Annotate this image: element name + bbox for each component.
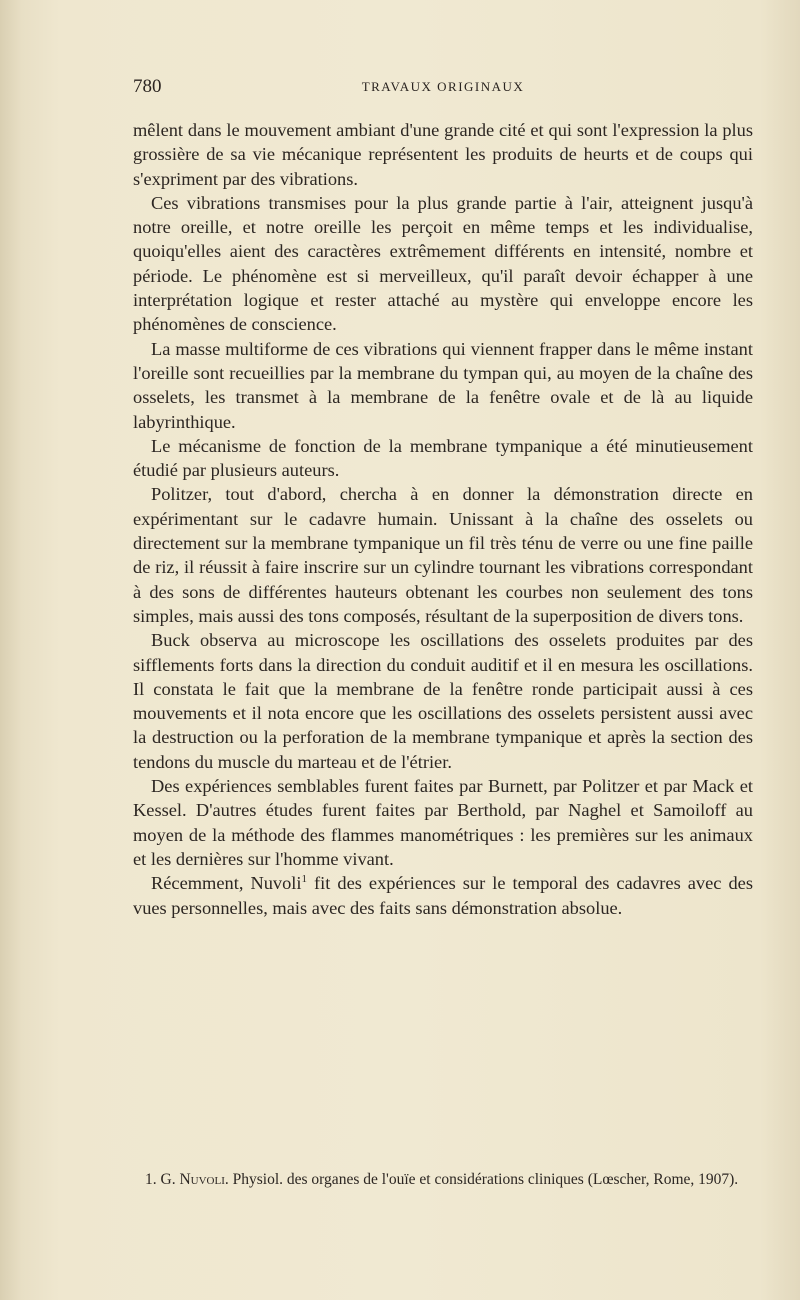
footnote-ref: 1 (301, 873, 308, 886)
paragraph (133, 871, 753, 920)
paragraph: Buck observa au microscope les oscillations des osselets produites par des sifflements forts dans la direction du conduit auditif et il en mesura les oscillations. Il constata le fait que la membrane de la fenêtre ronde participait aussi à ces mouvements et il nota encore que les oscillations des osselets persistent aussi avec la destruction ou la perforation de la membrane tympanique et après la section des tendons du muscle du marteau et de l'étrier. (133, 630, 753, 772)
page-number: 780 (133, 76, 162, 97)
page-header (133, 76, 753, 100)
paragraph: La masse multiforme de ces vibrations qui viennent frapper dans le même instant l'oreille sont recueillies par la membrane du tympan qui, au moyen de la chaîne des osselets, les transmet à la membrane de la fenêtre ovale et de là au liquide labyrinthique. (133, 338, 753, 432)
running-head: TRAVAUX ORIGINAUX (361, 79, 525, 94)
footnote-number: 1. G. (145, 1171, 180, 1188)
paragraph: mêlent dans le mouvement ambiant d'une grande cité et qui sont l'expression la plus grossière de sa vie mécanique représentent les produits de heurts et de coups qui s'expriment par des vibrations. (133, 120, 753, 189)
paragraph: Des expériences semblables furent faites par Burnett, par Politzer et par Mack et Kessel. D'autres études furent faites par Berthold, par Naghel et Samoiloff au moyen de la méthode des flammes manométriques : les premières sur les animaux et les dernières sur l'homme vivant. (133, 776, 753, 869)
paragraph-text: fit des expériences sur le temporal des cadavres avec des vues personnelles, mais avec des faits sans démonstration absolue. (133, 873, 753, 918)
footnote-author: Nuvoli (179, 1171, 225, 1188)
paragraph: Politzer, tout d'abord, chercha à en donner la démonstration directe en expérimentant sur le cadavre humain. Unissant à la chaîne des osselets ou directement sur la membrane tympanique un fil très ténu de verre ou une fine paille de riz, il réussit à faire inscrire sur un cylindre tournant les vibrations correspondant à des sons de différentes hauteurs obtenant les courbes non seulement des tons simples, mais aussi des tons composés, résultant de la superposition de divers tons. (133, 484, 753, 626)
paragraph-text: Récemment, Nuvoli (151, 873, 302, 894)
footnote-body: . Physiol. des organes de l'ouïe et considérations cliniques (Lœscher, Rome, 1907). (224, 1171, 739, 1188)
footnote-text (133, 1170, 753, 1190)
footnote (133, 1170, 753, 1190)
paragraph: Le mécanisme de fonction de la membrane tympanique a été minutieusement étudié par plusieurs auteurs. (133, 435, 753, 481)
body-text (133, 118, 753, 920)
paragraph: Ces vibrations transmises pour la plus grande partie à l'air, atteignent jusqu'à notre oreille, et notre oreille les perçoit en même temps et les individualise, quoiqu'elles aient des caractères extrêmement différents en intensité, nombre et période. Le phénomène est si merveilleux, qu'il paraît devoir échapper à une interprétation logique et rester attaché au mystère qui enveloppe encore les phénomènes de conscience. (133, 192, 753, 335)
